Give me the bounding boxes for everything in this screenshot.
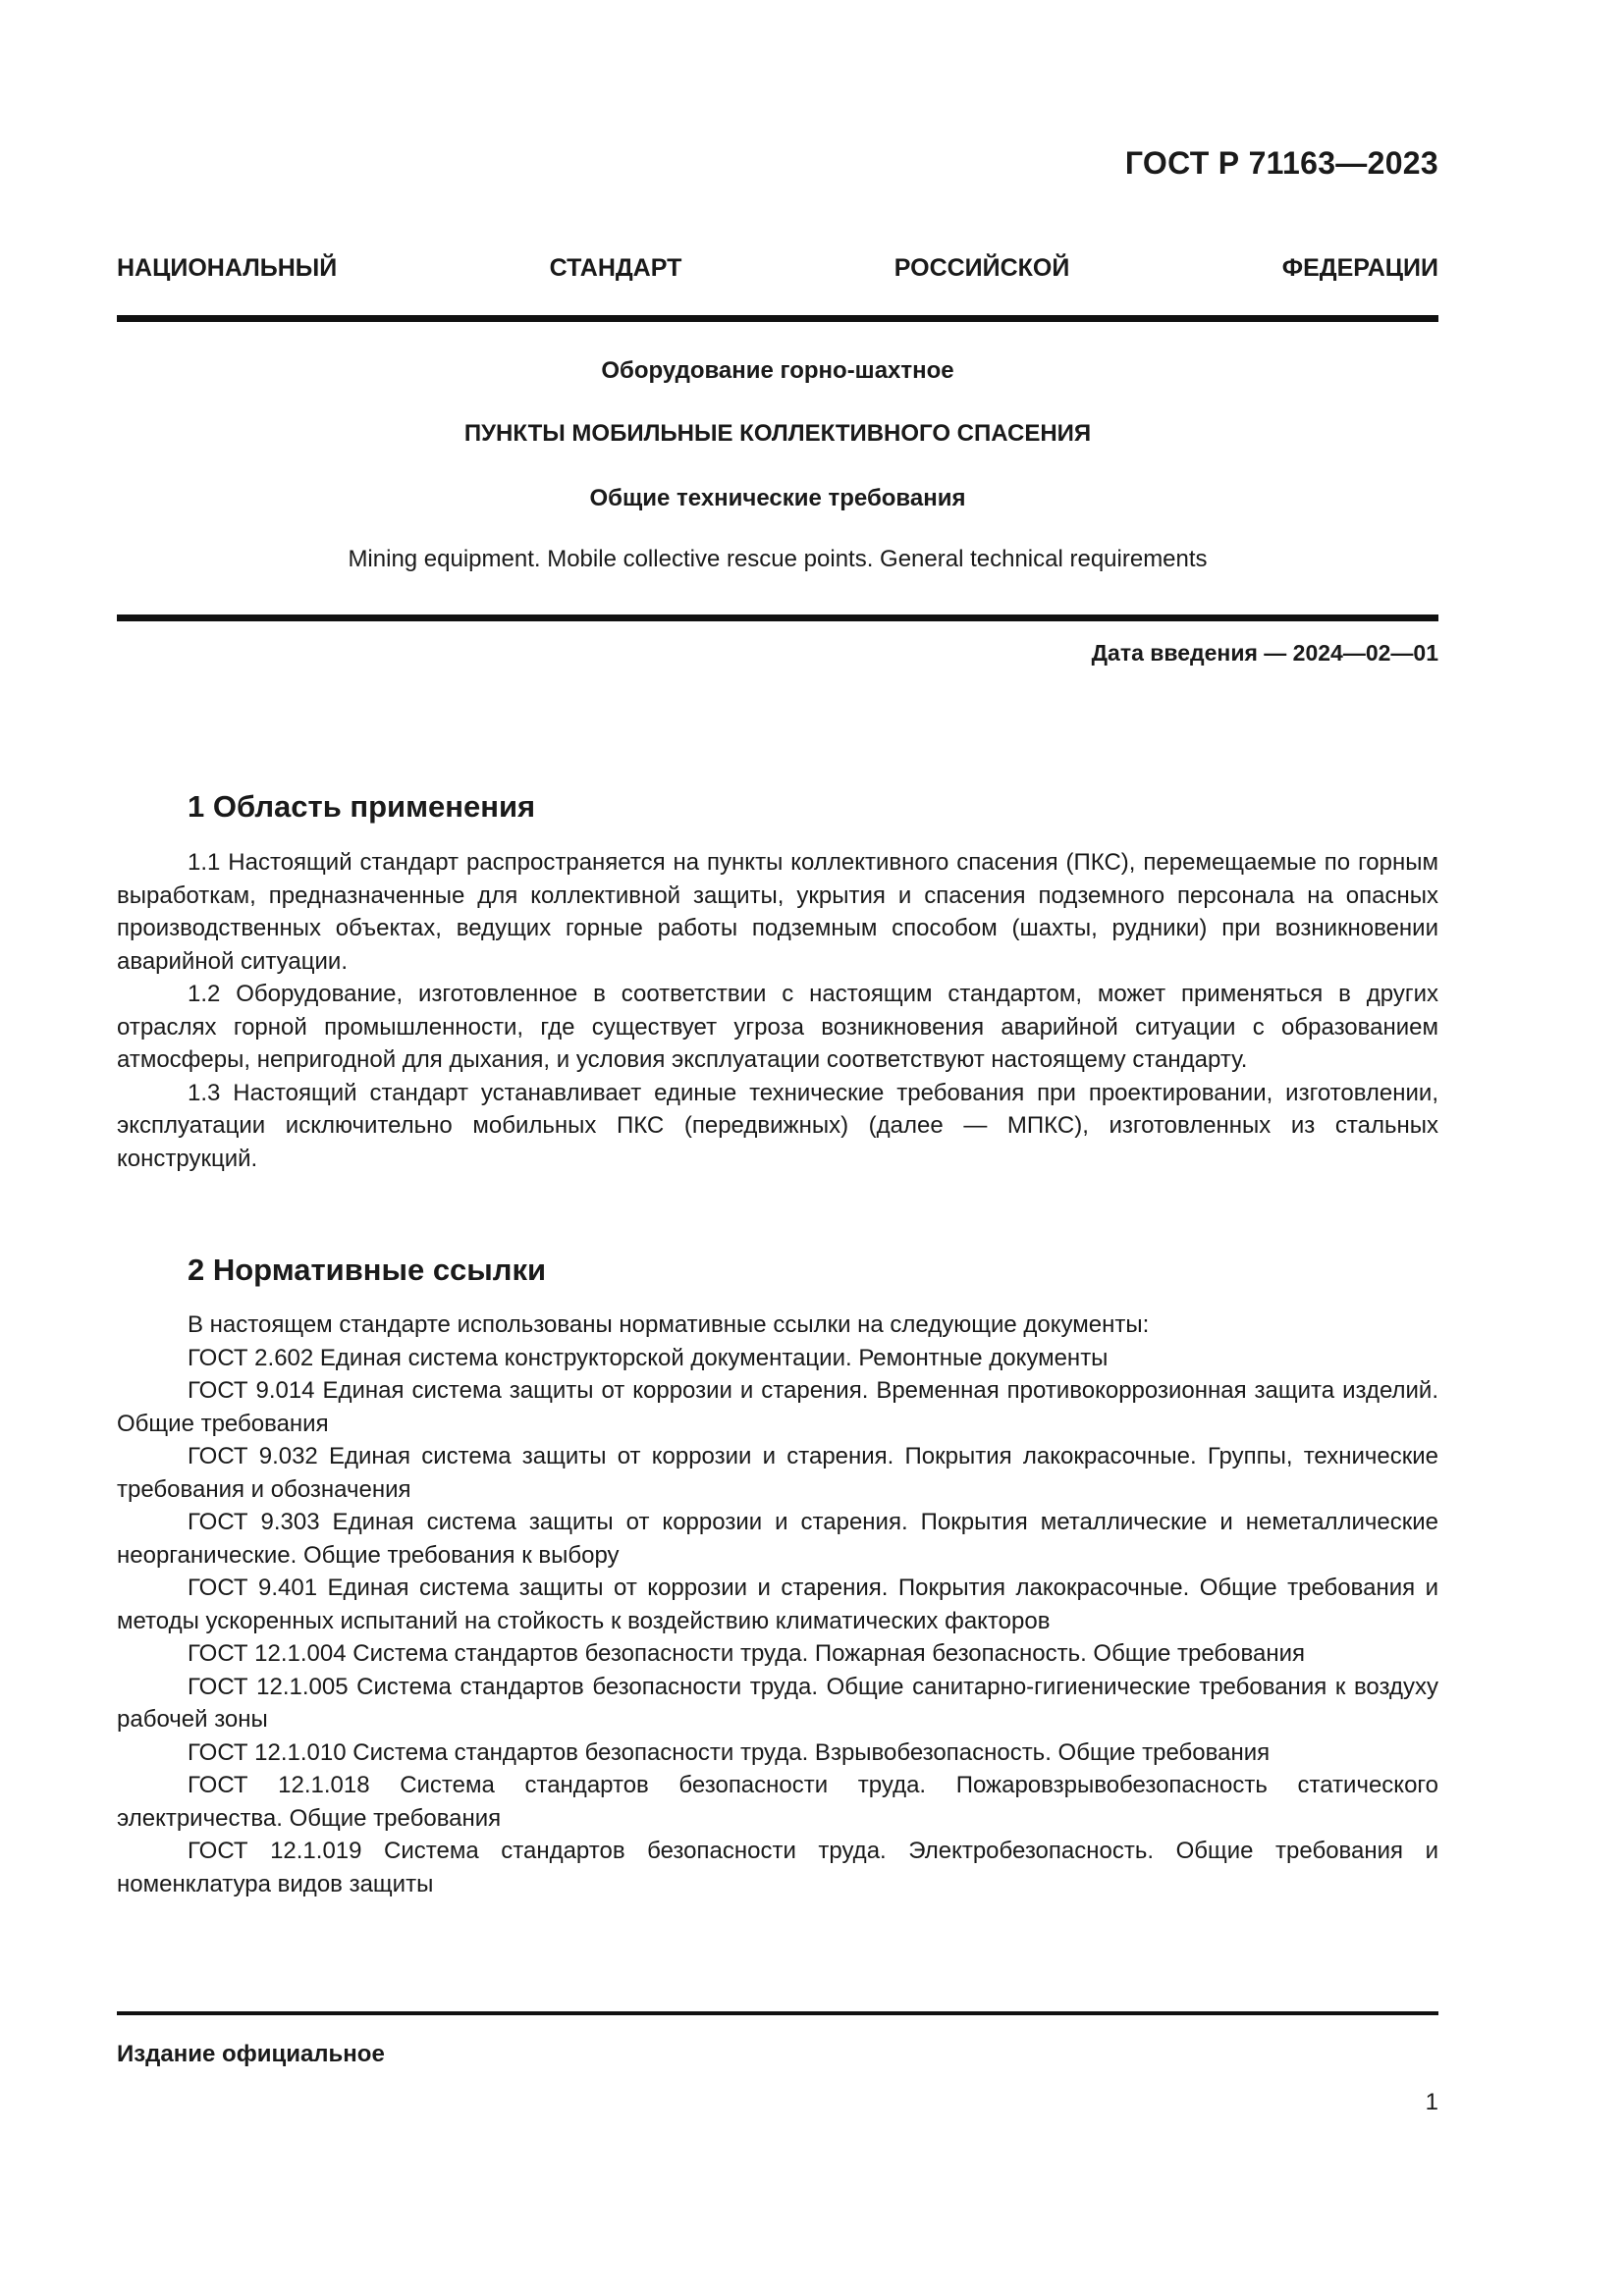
reference-item: ГОСТ 12.1.005 Система стандартов безопасности труда. Общие санитарно-гигиенические требования к воздуху рабочей зоны xyxy=(117,1673,1438,1733)
reference-item: ГОСТ 9.032 Единая система защиты от коррозии и старения. Покрытия лакокрасочные. Группы, технические требования и обозначения xyxy=(117,1443,1438,1503)
section-heading-scope: 1 Область применения xyxy=(188,789,536,824)
paragraph: В настоящем стандарте использованы нормативные ссылки на следующие документы: xyxy=(188,1311,1150,1338)
document-code: ГОСТ Р 71163—2023 xyxy=(1124,145,1438,181)
official-edition-label: Издание официальное xyxy=(117,2041,385,2067)
title-subtitle: Общие технические требования xyxy=(589,485,966,511)
page-number: 1 xyxy=(1425,2089,1438,2115)
document-page xyxy=(117,0,1438,2296)
reference-item: ГОСТ 12.1.019 Система стандартов безопасности труда. Электробезопасность. Общие требования и номенклатура видов защиты xyxy=(117,1838,1438,1897)
section-body-normative-references xyxy=(117,1308,1438,1900)
reference-item: ГОСТ 9.014 Единая система защиты от коррозии и старения. Временная противокоррозионная защита изделий. Общие требования xyxy=(117,1377,1438,1437)
introduction-date: Дата введения — 2024—02—01 xyxy=(1091,640,1438,666)
reference-item: ГОСТ 2.602 Единая система конструкторской документации. Ремонтные документы xyxy=(188,1344,1109,1371)
paragraph: 1.2 Оборудование, изготовленное в соответствии с настоящим стандартом, может применяться в других отраслях горной промышленности, где существует угроза возникновения аварийной ситуации с образованием атмосферы, непригодной для дыхания, и условия эксплуатации соответствуют настоящему стандарту. xyxy=(117,981,1438,1073)
reference-item: ГОСТ 12.1.018 Система стандартов безопасности труда. Пожаровзрывобезопасность статического электричества. Общие требования xyxy=(117,1772,1438,1832)
section-body-scope xyxy=(117,846,1438,1175)
reference-item: ГОСТ 9.401 Единая система защиты от коррозии и старения. Покрытия лакокрасочные. Общие требования и методы ускоренных испытаний на стойкость к воздействию климатических факторов xyxy=(117,1575,1438,1634)
section-heading-normative-references: 2 Нормативные ссылки xyxy=(188,1253,547,1287)
paragraph: 1.3 Настоящий стандарт устанавливает единые технические требования при проектировании, изготовлении, эксплуатации исключительно мобильных ПКС (передвижных) (далее — МПКС), изготовленных из стальных конструкций. xyxy=(117,1079,1438,1172)
paragraph: 1.1 Настоящий стандарт распространяется на пункты коллективного спасения (ПКС), перемещаемые по горным выработкам, предназначенные для коллективной защиты, укрытия и спасения подземного персонала на опасных производственных объектах, ведущих горные работы подземным способом (шахты, рудники) при возникновении аварийной ситуации. xyxy=(117,849,1438,975)
title-english: Mining equipment. Mobile collective rescue points. General technical requirements xyxy=(348,546,1208,572)
footer-divider xyxy=(117,2011,1438,2015)
reference-item: ГОСТ 12.1.010 Система стандартов безопасности труда. Взрывобезопасность. Общие требования xyxy=(188,1738,1271,1766)
reference-item: ГОСТ 12.1.004 Система стандартов безопасности труда. Пожарная безопасность. Общие требования xyxy=(188,1640,1306,1667)
national-standard-banner: НАЦИОНАЛЬНЫЙ СТАНДАРТ РОССИЙСКОЙ ФЕДЕРАЦИИ xyxy=(117,254,1438,282)
title-section: Оборудование горно-шахтное xyxy=(601,357,954,384)
title-divider xyxy=(117,614,1438,621)
title-main: ПУНКТЫ МОБИЛЬНЫЕ КОЛЛЕКТИВНОГО СПАСЕНИЯ xyxy=(463,420,1092,447)
header-divider xyxy=(117,315,1438,322)
reference-item: ГОСТ 9.303 Единая система защиты от коррозии и старения. Покрытия металлические и неметаллические неорганические. Общие требования к выбору xyxy=(117,1509,1438,1569)
